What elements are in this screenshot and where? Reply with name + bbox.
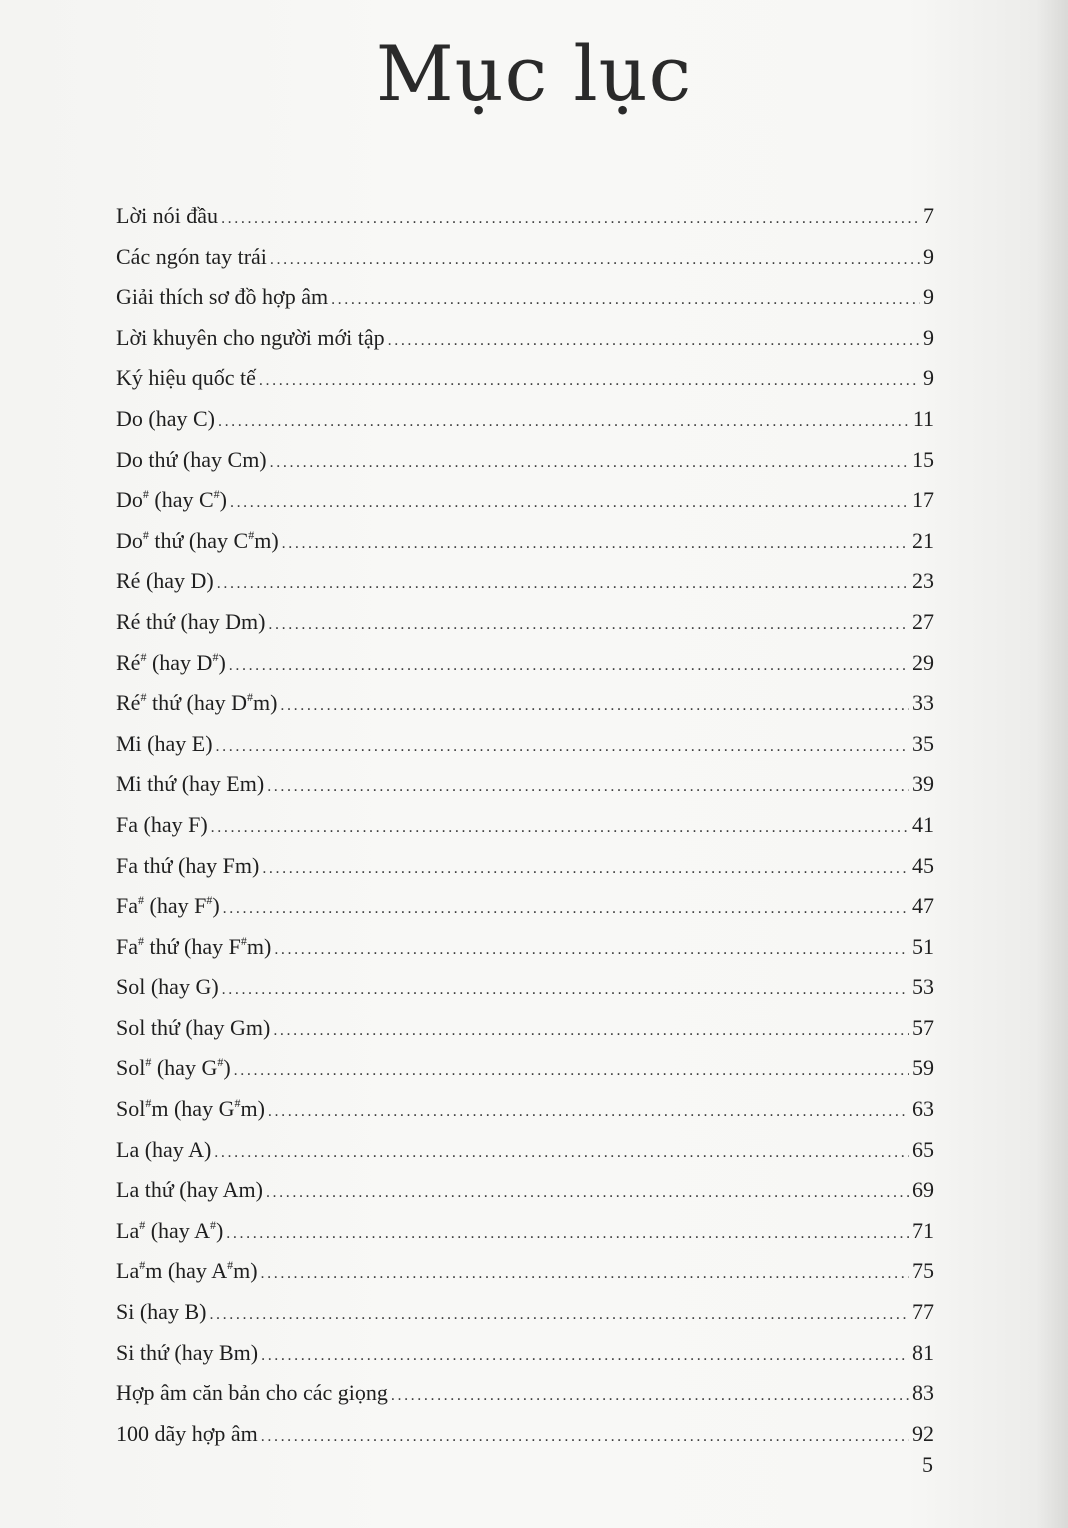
toc-entry-page: 9 — [923, 243, 934, 269]
toc-leader-dots — [214, 1133, 909, 1174]
toc-entry — [116, 1414, 934, 1455]
toc-entry-page: 27 — [912, 608, 934, 634]
toc-leader-dots — [229, 646, 909, 687]
toc-entry — [116, 805, 934, 846]
page-number: 5 — [922, 1452, 933, 1477]
toc-leader-dots — [216, 727, 909, 768]
toc-entry-page: 9 — [923, 284, 934, 310]
toc-leader-dots — [230, 483, 909, 524]
toc-entry-label: Lời khuyên cho người mới tập — [116, 324, 385, 350]
toc-entry — [116, 1251, 934, 1292]
toc-entry-page: 9 — [923, 324, 934, 350]
toc-entry-label: Fa (hay F) — [116, 811, 208, 837]
toc-entry — [116, 399, 934, 440]
toc-entry-page: 35 — [912, 730, 934, 756]
toc-entry-label: Fa# thứ (hay F#m) — [116, 933, 272, 959]
toc-entry-page: 81 — [912, 1339, 934, 1365]
toc-entry-page: 33 — [912, 690, 934, 716]
toc-leader-dots — [211, 808, 909, 849]
toc-leader-dots — [234, 1051, 909, 1092]
toc-entry — [116, 927, 934, 968]
toc-entry — [116, 1130, 934, 1171]
toc-leader-dots — [266, 1173, 909, 1214]
toc-leader-dots — [218, 402, 910, 443]
toc-leader-dots — [261, 1417, 909, 1458]
toc-entry-label: Ré# thứ (hay D#m) — [116, 690, 278, 716]
toc-entry-page: 59 — [912, 1055, 934, 1081]
toc-entry-page: 75 — [912, 1258, 934, 1284]
toc-entry-label: Hợp âm căn bản cho các giọng — [116, 1380, 388, 1406]
toc-entry-label: La (hay A) — [116, 1136, 212, 1162]
toc-entry-label: Do (hay C) — [116, 405, 215, 431]
toc-entry — [116, 1089, 934, 1130]
toc-entry-page: 63 — [912, 1096, 934, 1122]
toc-entry-page: 11 — [912, 405, 934, 431]
toc-entry — [116, 277, 934, 318]
toc-leader-dots — [391, 1376, 909, 1417]
toc-leader-dots — [270, 240, 920, 281]
toc-entry-page: 57 — [912, 1014, 934, 1040]
toc-entry — [116, 643, 934, 684]
toc-entry-label: Si (hay B) — [116, 1299, 207, 1325]
toc-leader-dots — [268, 1092, 909, 1133]
toc-entry — [116, 440, 934, 481]
toc-entry-label: La#m (hay A#m) — [116, 1258, 258, 1284]
toc-entry-page: 41 — [912, 811, 934, 837]
toc-leader-dots — [388, 321, 920, 362]
toc-entry-page: 21 — [912, 527, 934, 553]
toc-entry — [116, 521, 934, 562]
toc-entry-label: Mi thứ (hay Em) — [116, 771, 265, 797]
toc-leader-dots — [268, 605, 909, 646]
toc-entry-label: 100 dãy hợp âm — [116, 1420, 258, 1446]
toc-leader-dots — [280, 686, 909, 727]
toc-entry-page: 71 — [912, 1217, 934, 1243]
toc-entry-label: Các ngón tay trái — [116, 243, 267, 269]
toc-entry-page: 23 — [912, 568, 934, 594]
toc-entry-label: Giải thích sơ đồ hợp âm — [116, 284, 329, 310]
toc-leader-dots — [262, 849, 909, 890]
toc-entry-page: 47 — [912, 893, 934, 919]
toc-leader-dots — [261, 1336, 909, 1377]
toc-entry-page: 83 — [912, 1380, 934, 1406]
toc-entry-label: Sol thứ (hay Gm) — [116, 1014, 271, 1040]
toc-entry — [116, 846, 934, 887]
toc-entry — [116, 602, 934, 643]
toc-entry-label: Ré thứ (hay Dm) — [116, 608, 266, 634]
toc-entry-label: Mi (hay E) — [116, 730, 213, 756]
toc-entry — [116, 237, 934, 278]
toc-entry-label: Do# thứ (hay C#m) — [116, 527, 279, 553]
toc-entry — [116, 1292, 934, 1333]
toc-entry-label: Do# (hay C#) — [116, 487, 227, 513]
table-of-contents — [116, 196, 934, 1454]
toc-entry-label: Fa thứ (hay Fm) — [116, 852, 260, 878]
toc-entry — [116, 561, 934, 602]
toc-entry — [116, 1170, 934, 1211]
toc-entry — [116, 724, 934, 765]
toc-leader-dots — [222, 970, 909, 1011]
toc-entry-page: 17 — [912, 487, 934, 513]
toc-leader-dots — [209, 1295, 909, 1336]
toc-entry — [116, 683, 934, 724]
toc-entry-label: La thứ (hay Am) — [116, 1177, 263, 1203]
toc-entry-label: Fa# (hay F#) — [116, 893, 220, 919]
toc-entry — [116, 886, 934, 927]
toc-entry-page: 7 — [923, 203, 934, 228]
toc-leader-dots — [261, 1254, 909, 1295]
toc-leader-dots — [267, 767, 909, 808]
toc-entry — [116, 1373, 934, 1414]
toc-entry-page: 15 — [912, 446, 934, 472]
toc-leader-dots — [282, 524, 909, 565]
toc-entry — [116, 1333, 934, 1374]
toc-entry-page: 45 — [912, 852, 934, 878]
toc-leader-dots — [217, 564, 909, 605]
toc-entry — [116, 318, 934, 359]
toc-leader-dots — [226, 1214, 909, 1255]
toc-entry-page: 69 — [912, 1177, 934, 1203]
toc-leader-dots — [259, 361, 920, 402]
toc-entry-page: 9 — [923, 365, 934, 391]
toc-entry-label: Ré# (hay D#) — [116, 649, 226, 675]
toc-leader-dots — [221, 199, 920, 240]
toc-entry-page: 77 — [912, 1299, 934, 1325]
toc-entry — [116, 480, 934, 521]
toc-leader-dots — [274, 930, 909, 971]
toc-entry-label: Ré (hay D) — [116, 568, 214, 594]
toc-leader-dots — [223, 889, 909, 930]
toc-entry-page: 92 — [912, 1420, 934, 1446]
toc-entry-page: 53 — [912, 974, 934, 1000]
toc-entry-page: 51 — [912, 933, 934, 959]
toc-entry — [116, 196, 934, 237]
toc-entry-label: Ký hiệu quốc tế — [116, 365, 256, 391]
toc-entry — [116, 358, 934, 399]
toc-entry-page: 39 — [912, 771, 934, 797]
toc-entry — [116, 1008, 934, 1049]
toc-entry-label: Lời nói đầu — [116, 203, 219, 228]
toc-leader-dots — [270, 443, 909, 484]
page-title: Mục lục — [375, 29, 693, 118]
toc-entry — [116, 1211, 934, 1252]
toc-leader-dots — [273, 1011, 909, 1052]
toc-entry — [116, 967, 934, 1008]
toc-entry — [116, 764, 934, 805]
toc-entry-label: La# (hay A#) — [116, 1217, 224, 1243]
toc-entry-label: Sol (hay G) — [116, 974, 219, 1000]
toc-entry — [116, 1048, 934, 1089]
toc-entry-label: Do thứ (hay Cm) — [116, 446, 267, 472]
toc-entry-label: Sol# (hay G#) — [116, 1055, 231, 1081]
toc-entry-label: Si thứ (hay Bm) — [116, 1339, 259, 1365]
toc-entry-label: Sol#m (hay G#m) — [116, 1096, 265, 1122]
toc-entry-page: 29 — [912, 649, 934, 675]
toc-leader-dots — [331, 280, 920, 321]
toc-entry-page: 65 — [912, 1136, 934, 1162]
